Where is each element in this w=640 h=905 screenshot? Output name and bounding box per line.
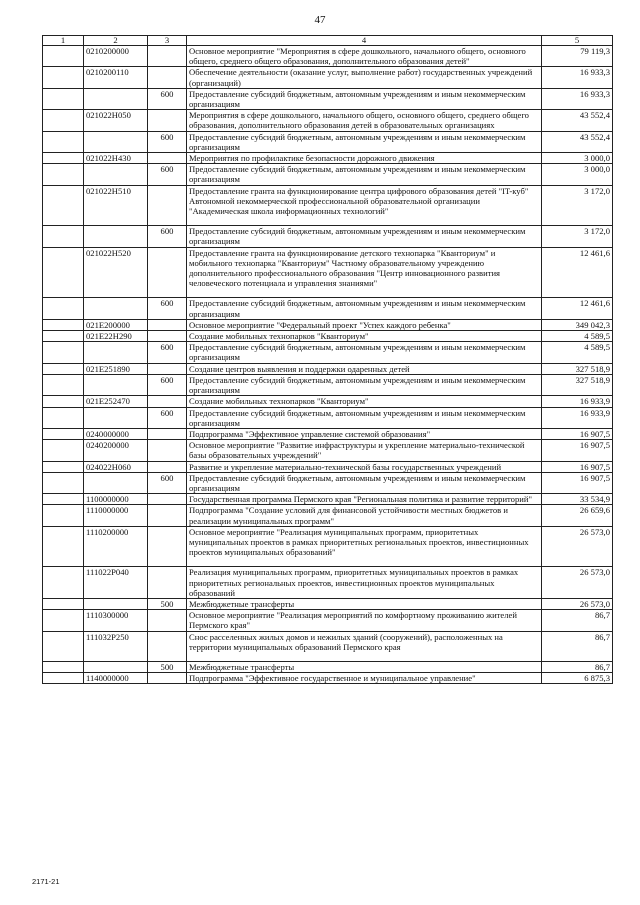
table-row [43,567,613,599]
table-row [43,153,613,164]
amount-value: 12 461,6 [542,298,613,319]
column-number-5: 5 [542,36,613,46]
expense-type-code [148,505,187,526]
table-row [43,428,613,439]
target-article-code: 1110300000 [84,610,148,631]
table-row [43,363,613,374]
row-blank-cell [43,46,84,67]
row-blank-cell [43,67,84,88]
expense-type-code: 600 [148,374,187,395]
row-blank-cell [43,153,84,164]
item-name: Межбюджетные трансферты [187,661,542,672]
amount-value: 4 589,5 [542,331,613,342]
column-number-1: 1 [43,36,84,46]
table-row [43,331,613,342]
expense-type-code: 600 [148,472,187,493]
expense-type-code [148,67,187,88]
row-blank-cell [43,247,84,298]
target-article-code [84,226,148,247]
table-row [43,110,613,131]
target-article-code: 021Е22Н290 [84,331,148,342]
target-article-code [84,374,148,395]
row-blank-cell [43,610,84,631]
item-name: Подпрограмма "Создание условий для финансовой устойчивости местных бюджетов и реализации муниципальных программ" [187,505,542,526]
row-blank-cell [43,494,84,505]
row-blank-cell [43,110,84,131]
target-article-code: 1140000000 [84,673,148,684]
table-row [43,461,613,472]
target-article-code [84,342,148,363]
expense-type-code [148,440,187,461]
item-name: Создание мобильных технопарков "Кванториум" [187,331,542,342]
expense-type-code [148,673,187,684]
target-article-code: 021022Н050 [84,110,148,131]
row-blank-cell [43,331,84,342]
row-blank-cell [43,505,84,526]
amount-value: 16 933,9 [542,407,613,428]
item-name: Основное мероприятие "Мероприятия в сфере дошкольного, начального общего, основного общего, среднего общего образования, дополнительного образования детей" [187,46,542,67]
expense-type-code: 600 [148,342,187,363]
table-row [43,505,613,526]
target-article-code: 1110200000 [84,526,148,567]
expense-type-code [148,461,187,472]
expense-type-code [148,110,187,131]
target-article-code [84,131,148,152]
row-blank-cell [43,461,84,472]
item-name: Мероприятия по профилактике безопасности дорожного движения [187,153,542,164]
item-name: Подпрограмма "Эффективное государственное и муниципальное управление" [187,673,542,684]
item-name: Основное мероприятие "Развитие инфраструктуры и укрепление материально-технической базы образовательных учреждений" [187,440,542,461]
table-row [43,631,613,661]
expense-type-code [148,567,187,599]
target-article-code: 021Е251890 [84,363,148,374]
row-blank-cell [43,598,84,609]
amount-value: 327 518,9 [542,363,613,374]
item-name: Предоставление субсидий бюджетным, автономным учреждениям и иным некоммерческим организациям [187,88,542,109]
amount-value: 16 933,9 [542,396,613,407]
budget-table [42,35,613,684]
target-article-code: 1110000000 [84,505,148,526]
item-name: Обеспечение деятельности (оказание услуг, выполнение работ) государственных учреждений (организаций) [187,67,542,88]
item-name: Предоставление субсидий бюджетным, автономным учреждениям и иным некоммерческим организациям [187,164,542,185]
amount-value: 16 907,5 [542,461,613,472]
expense-type-code: 500 [148,661,187,672]
expense-type-code: 600 [148,226,187,247]
amount-value: 16 933,3 [542,88,613,109]
table-row [43,342,613,363]
target-article-code: 021Е200000 [84,319,148,330]
column-number-2: 2 [84,36,148,46]
item-name: Мероприятия в сфере дошкольного, начального общего, основного общего, среднего общего образования, дополнительного образования детей в образовательных организациях [187,110,542,131]
item-name: Предоставление субсидий бюджетным, автономным учреждениям и иным некоммерческим организациям [187,342,542,363]
row-blank-cell [43,440,84,461]
row-blank-cell [43,428,84,439]
amount-value: 16 907,5 [542,472,613,493]
expense-type-code [148,428,187,439]
item-name: Создание центров выявления и поддержки одаренных детей [187,363,542,374]
row-blank-cell [43,226,84,247]
expense-type-code [148,319,187,330]
expense-type-code [148,631,187,661]
target-article-code [84,164,148,185]
amount-value: 26 573,0 [542,567,613,599]
amount-value: 86,7 [542,631,613,661]
row-blank-cell [43,342,84,363]
expense-type-code [148,331,187,342]
target-article-code: 111032Р250 [84,631,148,661]
table-row [43,67,613,88]
item-name: Предоставление гранта на функционирование детского технопарка "Кванториум" и мобильного технопарка "Кванториум" Частному образовательному учреждению дополнительного профессионального образования "Центр инновационного развития человеческого потенциала и управления знаниями" [187,247,542,298]
target-article-code: 021022Н430 [84,153,148,164]
item-name: Предоставление субсидий бюджетным, автономным учреждениям и иным некоммерческим организациям [187,407,542,428]
item-name: Основное мероприятие "Реализация муниципальных программ, приоритетных муниципальных проектов в рамках приоритетных региональных проектов, инвестиционных проектов муниципальных образований" [187,526,542,567]
expense-type-code: 600 [148,131,187,152]
expense-type-code: 600 [148,88,187,109]
table-row [43,319,613,330]
target-article-code: 021022Н520 [84,247,148,298]
table-row [43,374,613,395]
table-row [43,88,613,109]
amount-value: 86,7 [542,610,613,631]
row-blank-cell [43,631,84,661]
column-number-4: 4 [187,36,542,46]
target-article-code [84,298,148,319]
amount-value: 43 552,4 [542,110,613,131]
row-blank-cell [43,472,84,493]
amount-value: 43 552,4 [542,131,613,152]
item-name: Предоставление субсидий бюджетным, автономным учреждениям и иным некоммерческим организациям [187,298,542,319]
target-article-code: 021Е252470 [84,396,148,407]
expense-type-code: 600 [148,407,187,428]
table-row [43,247,613,298]
target-article-code: 0240000000 [84,428,148,439]
item-name: Предоставление субсидий бюджетным, автономным учреждениям и иным некоммерческим организациям [187,374,542,395]
amount-value: 79 119,3 [542,46,613,67]
amount-value: 3 000,0 [542,164,613,185]
table-row [43,185,613,226]
target-article-code: 021022Н510 [84,185,148,226]
row-blank-cell [43,164,84,185]
amount-value: 349 042,3 [542,319,613,330]
column-number-3: 3 [148,36,187,46]
amount-value: 26 659,6 [542,505,613,526]
amount-value: 16 907,5 [542,428,613,439]
expense-type-code [148,363,187,374]
target-article-code [84,407,148,428]
expense-type-code [148,153,187,164]
table-row [43,46,613,67]
item-name: Государственная программа Пермского края "Региональная политика и развитие территорий" [187,494,542,505]
amount-value: 86,7 [542,661,613,672]
item-name: Предоставление субсидий бюджетным, автономным учреждениям и иным некоммерческим организациям [187,226,542,247]
expense-type-code [148,396,187,407]
expense-type-code [148,526,187,567]
amount-value: 16 933,3 [542,67,613,88]
row-blank-cell [43,526,84,567]
amount-value: 33 534,9 [542,494,613,505]
expense-type-code: 600 [148,298,187,319]
table-row [43,598,613,609]
item-name: Основное мероприятие "Реализация мероприятий по комфортному проживанию жителей Пермского края" [187,610,542,631]
amount-value: 6 875,3 [542,673,613,684]
target-article-code: 1100000000 [84,494,148,505]
row-blank-cell [43,396,84,407]
target-article-code: 111022Р040 [84,567,148,599]
expense-type-code: 600 [148,164,187,185]
row-blank-cell [43,567,84,599]
expense-type-code [148,610,187,631]
table-row [43,440,613,461]
row-blank-cell [43,407,84,428]
row-blank-cell [43,319,84,330]
table-row [43,661,613,672]
table-row [43,526,613,567]
item-name: Предоставление субсидий бюджетным, автономным учреждениям и иным некоммерческим организациям [187,472,542,493]
target-article-code: 0240200000 [84,440,148,461]
item-name: Основное мероприятие "Федеральный проект "Успех каждого ребенка" [187,319,542,330]
amount-value: 3 172,0 [542,185,613,226]
amount-value: 26 573,0 [542,526,613,567]
item-name: Развитие и укрепление материально-технической базы государственных учреждений [187,461,542,472]
amount-value: 327 518,9 [542,374,613,395]
expense-type-code [148,46,187,67]
amount-value: 16 907,5 [542,440,613,461]
row-blank-cell [43,131,84,152]
table-row [43,610,613,631]
target-article-code [84,598,148,609]
row-blank-cell [43,185,84,226]
table-row [43,407,613,428]
amount-value: 4 589,5 [542,342,613,363]
table-row [43,226,613,247]
target-article-code: 024022Н060 [84,461,148,472]
row-blank-cell [43,363,84,374]
expense-type-code: 500 [148,598,187,609]
expense-type-code [148,185,187,226]
table-row [43,494,613,505]
item-name: Межбюджетные трансферты [187,598,542,609]
table-row [43,472,613,493]
target-article-code [84,472,148,493]
item-name: Снос расселенных жилых домов и нежилых зданий (сооружений), расположенных на территории муниципальных образований Пермского края [187,631,542,661]
table-header-row [43,36,613,46]
expense-type-code [148,247,187,298]
budget-table-body [43,46,613,684]
target-article-code [84,88,148,109]
amount-value: 3 172,0 [542,226,613,247]
amount-value: 12 461,6 [542,247,613,298]
page-number: 47 [314,14,326,26]
row-blank-cell [43,661,84,672]
table-row [43,298,613,319]
amount-value: 3 000,0 [542,153,613,164]
row-blank-cell [43,88,84,109]
target-article-code [84,661,148,672]
table-row [43,396,613,407]
table-row [43,673,613,684]
item-name: Предоставление субсидий бюджетным, автономным учреждениям и иным некоммерческим организациям [187,131,542,152]
amount-value: 26 573,0 [542,598,613,609]
row-blank-cell [43,298,84,319]
table-row [43,164,613,185]
row-blank-cell [43,374,84,395]
row-blank-cell [43,673,84,684]
item-name: Реализация муниципальных программ, приоритетных муниципальных проектов в рамках приоритетных региональных проектов, инвестиционных проектов муниципальных образований [187,567,542,599]
target-article-code: 0210200110 [84,67,148,88]
item-name: Создание мобильных технопарков "Кванториум" [187,396,542,407]
expense-type-code [148,494,187,505]
document-code: 2171-21 [32,877,60,886]
target-article-code: 0210200000 [84,46,148,67]
table-row [43,131,613,152]
item-name: Предоставление гранта на функционирование центра цифрового образования детей "IT-куб" Автономной некоммерческой профессиональной образовательной организации "Академическая школа информационных технологий" [187,185,542,226]
item-name: Подпрограмма "Эффективное управление системой образования" [187,428,542,439]
